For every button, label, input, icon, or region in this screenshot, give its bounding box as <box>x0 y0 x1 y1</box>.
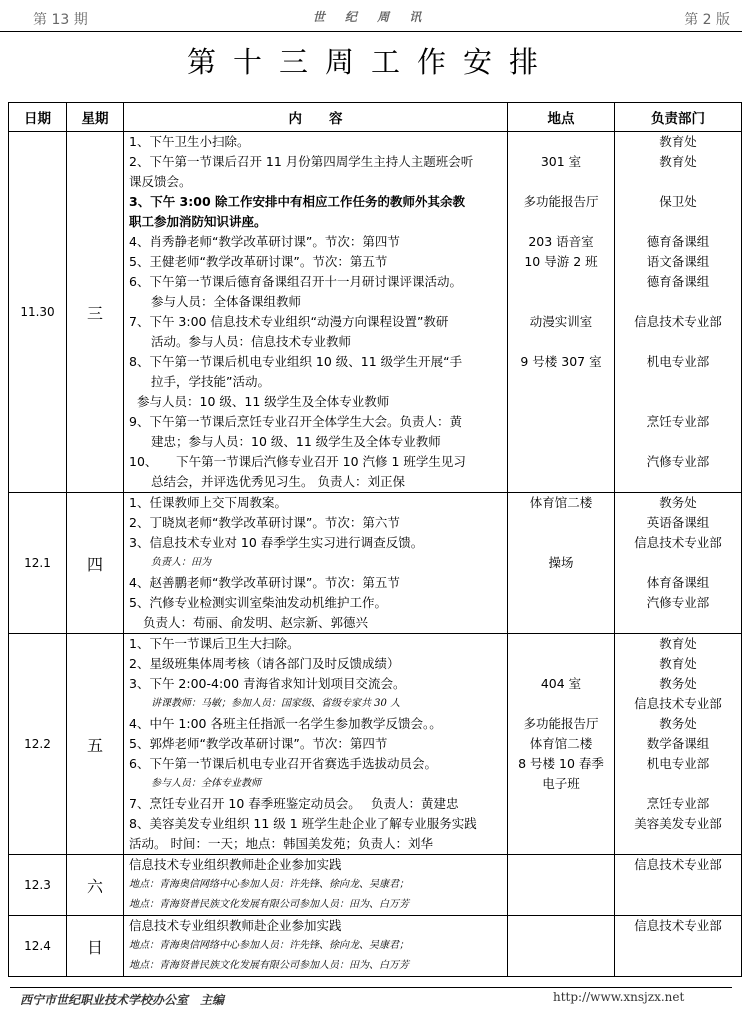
department-line <box>615 774 741 794</box>
location-line: 体育馆二楼 <box>529 736 593 751</box>
department-line: 教务处 <box>659 716 697 731</box>
content-line: 职工参加消防知识讲座。 <box>129 214 267 229</box>
department-line: 信息技术专业部 <box>634 918 722 933</box>
content-line: 5、王健老师“教学改革研讨课”。节次：第五节 <box>129 254 388 269</box>
row-weekday: 日 <box>67 916 124 977</box>
location-line <box>508 855 614 875</box>
department-line <box>615 834 741 854</box>
content-line: 3、信息技术专业对 10 春季学生实习进行调查反馈。 <box>129 535 424 550</box>
location-line: 8 号楼 10 春季 <box>518 756 604 771</box>
department-line <box>615 895 741 915</box>
content-line: 地点：青海贤普民族文化发展有限公司参加人员：田为、白万芳 <box>129 899 409 910</box>
content-line: 7、下午 3:00 信息技术专业组织“动漫方向课程设置”教研 <box>129 314 449 329</box>
location-line <box>508 132 614 152</box>
department-line <box>615 472 741 492</box>
department-line <box>615 553 741 573</box>
department-line: 信息技术专业部 <box>634 314 722 329</box>
department-line <box>615 432 741 452</box>
content-line: 地点：青海贤普民族文化发展有限公司参加人员：田为、白万芳 <box>129 960 409 971</box>
column-header-date: 日期 <box>9 103 67 132</box>
content-line: 4、肖秀静老师“教学改革研讨课”。节次：第四节 <box>129 234 400 249</box>
row-weekday: 五 <box>67 634 124 855</box>
row-content-cell <box>124 916 508 977</box>
location-line <box>508 292 614 312</box>
department-line: 烹饪专业部 <box>646 414 710 429</box>
department-line <box>615 372 741 392</box>
row-location-cell <box>508 634 615 855</box>
content-line: 3、下午 2:00-4:00 青海省求知计划项目交流会。 <box>129 676 406 691</box>
row-weekday: 四 <box>67 493 124 634</box>
department-line: 教务处 <box>659 676 697 691</box>
row-date: 12.3 <box>9 855 67 916</box>
location-line <box>508 332 614 352</box>
department-line: 保卫处 <box>659 194 697 209</box>
location-line <box>508 372 614 392</box>
department-line: 德育备课组 <box>646 274 710 289</box>
location-line: 10 导游 2 班 <box>524 254 598 269</box>
content-line: 负责人：田为 <box>151 557 211 568</box>
location-line <box>508 654 614 674</box>
column-header-department: 负责部门 <box>615 103 742 132</box>
location-line: 203 语音室 <box>528 234 594 249</box>
location-line: 301 室 <box>540 154 582 169</box>
header-rule <box>0 31 742 32</box>
department-line: 汽修专业部 <box>646 595 710 610</box>
table-row <box>9 855 742 916</box>
schedule-table <box>8 102 742 977</box>
location-line: 动漫实训室 <box>529 314 593 329</box>
location-line <box>508 412 614 432</box>
table-row <box>9 493 742 634</box>
footer-url[interactable]: http://www.xnsjzx.net <box>553 990 685 1004</box>
content-line: 活动。 时间：一天；地点：韩国美发苑；负责人：刘华 <box>129 836 433 851</box>
department-line: 教育处 <box>659 636 697 651</box>
location-line <box>508 694 614 714</box>
content-line: 2、丁晓岚老师“教学改革研讨课”。节次：第六节 <box>129 515 400 530</box>
content-line: 地点：青海奥信网络中心参加人员：许先锋、徐向龙、吴康君； <box>129 879 409 890</box>
content-line: 4、中午 1:00 各班主任指派一名学生参加教学反馈会。。 <box>129 716 442 731</box>
content-line: 10、 下午第一节课后汽修专业召开 10 汽修 1 班学生见习 <box>129 454 466 469</box>
row-location-cell <box>508 916 615 977</box>
location-line <box>508 472 614 492</box>
department-line: 烹饪专业部 <box>646 796 710 811</box>
department-line: 机电专业部 <box>646 756 710 771</box>
content-line: 6、下午第一节课后机电专业召开省赛选手选拔动员会。 <box>129 756 437 771</box>
table-row <box>9 132 742 493</box>
location-line <box>508 916 614 936</box>
department-line <box>615 956 741 976</box>
issue-number: 第 13 期 <box>33 12 88 28</box>
content-line: 2、星级班集体周考核（请各部门及时反馈成绩） <box>129 656 400 671</box>
content-line: 5、郭烨老师“教学改革研讨课”。节次：第四节 <box>129 736 388 751</box>
department-line <box>615 613 741 633</box>
column-header-location: 地点 <box>508 103 615 132</box>
location-line: 电子班 <box>542 776 580 791</box>
department-line <box>615 936 741 956</box>
schedule-body <box>9 132 742 977</box>
department-line: 美容美发专业部 <box>634 816 722 831</box>
content-line: 2、下午第一节课后召开 11 月份第四周学生主持人主题班会听 <box>129 154 474 169</box>
content-line: 负责人：苟丽、俞发明、赵宗新、郭德兴 <box>143 615 369 630</box>
location-line <box>508 513 614 533</box>
row-location-cell <box>508 855 615 916</box>
location-line <box>508 272 614 292</box>
row-location-cell <box>508 132 615 493</box>
column-header-content: 内 容 <box>124 103 508 132</box>
content-line: 拉手，学技能”活动。 <box>151 374 270 389</box>
row-date: 11.30 <box>9 132 67 493</box>
location-line: 9 号楼 307 室 <box>520 354 602 369</box>
location-line: 多功能报告厅 <box>523 716 599 731</box>
table-row <box>9 634 742 855</box>
department-line <box>615 332 741 352</box>
content-line: 1、任课教师上交下周教案。 <box>129 495 287 510</box>
location-line <box>508 573 614 593</box>
location-line <box>508 172 614 192</box>
row-department-cell <box>615 493 742 634</box>
row-department-cell <box>615 916 742 977</box>
table-header-row <box>9 103 742 132</box>
footer-editor: 西宁市世纪职业技术学校办公室 主编 <box>20 993 225 1007</box>
content-line: 总结会，并评选优秀见习生。 负责人：刘正保 <box>151 474 405 489</box>
location-line <box>508 814 614 834</box>
department-line: 汽修专业部 <box>646 454 710 469</box>
column-header-day: 星期 <box>67 103 124 132</box>
department-line <box>615 292 741 312</box>
location-line <box>508 936 614 956</box>
content-line: 7、烹饪专业召开 10 春季班鉴定动员会。 负责人：黄建忠 <box>129 796 459 811</box>
department-line: 信息技术专业部 <box>634 535 722 550</box>
row-content-cell <box>124 855 508 916</box>
department-line: 体育备课组 <box>646 575 710 590</box>
row-department-cell <box>615 132 742 493</box>
row-weekday: 三 <box>67 132 124 493</box>
table-row <box>9 916 742 977</box>
department-line: 教育处 <box>659 134 697 149</box>
content-line: 参与人员：10 级、11 级学生及全体专业教师 <box>137 394 390 409</box>
department-line <box>615 172 741 192</box>
page-number: 第 2 版 <box>684 12 730 28</box>
content-line: 1、下午卫生小扫除。 <box>129 134 250 149</box>
row-department-cell <box>615 634 742 855</box>
location-line <box>508 634 614 654</box>
content-line: 建忠；参与人员：10 级、11 级学生及全体专业教师 <box>151 434 441 449</box>
content-line: 信息技术专业组织教师赴企业参加实践 <box>129 918 342 933</box>
content-line: 9、下午第一节课后烹饪专业召开全体学生大会。负责人：黄 <box>129 414 462 429</box>
content-line: 3、下午 3:00 除工作安排中有相应工作任务的教师外其余教 <box>129 194 465 209</box>
location-line <box>508 392 614 412</box>
department-line <box>615 875 741 895</box>
page-header <box>0 0 742 34</box>
department-line <box>615 212 741 232</box>
location-line <box>508 875 614 895</box>
page-title: 第十三周工作安排 <box>186 45 555 79</box>
row-date: 12.1 <box>9 493 67 634</box>
department-line: 教务处 <box>659 495 697 510</box>
row-department-cell <box>615 855 742 916</box>
location-line: 体育馆二楼 <box>529 495 593 510</box>
row-location-cell <box>508 493 615 634</box>
location-line <box>508 593 614 613</box>
location-line <box>508 533 614 553</box>
row-weekday: 六 <box>67 855 124 916</box>
content-line: 4、赵善鹏老师“教学改革研讨课”。节次：第五节 <box>129 575 400 590</box>
department-line: 信息技术专业部 <box>634 696 722 711</box>
location-line <box>508 212 614 232</box>
row-content-cell <box>124 132 508 493</box>
location-line: 多功能报告厅 <box>523 194 599 209</box>
department-line: 英语备课组 <box>646 515 710 530</box>
location-line <box>508 613 614 633</box>
location-line <box>508 452 614 472</box>
location-line: 操场 <box>548 555 574 570</box>
newspaper-name: 世 纪 周 讯 <box>312 10 430 24</box>
content-line: 活动。参与人员：信息技术专业教师 <box>151 334 352 349</box>
content-line: 参与人员：全体专业教师 <box>151 778 261 789</box>
department-line: 教育处 <box>659 154 697 169</box>
location-line <box>508 432 614 452</box>
location-line: 404 室 <box>540 676 582 691</box>
content-line: 课反馈会。 <box>129 174 192 189</box>
department-line: 教育处 <box>659 656 697 671</box>
content-line: 8、美容美发专业组织 11 级 1 班学生赴企业了解专业服务实践 <box>129 816 477 831</box>
content-line: 5、汽修专业检测实训室柴油发动机维护工作。 <box>129 595 387 610</box>
location-line <box>508 895 614 915</box>
content-line: 地点：青海奥信网络中心参加人员：许先锋、徐向龙、吴康君； <box>129 940 409 951</box>
row-date: 12.2 <box>9 634 67 855</box>
content-line: 讲课教师：马敏；参加人员：国家级、省级专家共 30 人 <box>151 698 401 709</box>
content-line: 参与人员：全体备课组教师 <box>151 294 302 309</box>
row-content-cell <box>124 493 508 634</box>
location-line <box>508 956 614 976</box>
department-line <box>615 392 741 412</box>
location-line <box>508 794 614 814</box>
content-line: 1、下午一节课后卫生大扫除。 <box>129 636 300 651</box>
department-line: 德育备课组 <box>646 234 710 249</box>
content-line: 6、下午第一节课后德育备课组召开十一月研讨课评课活动。 <box>129 274 462 289</box>
department-line: 语文备课组 <box>646 254 710 269</box>
row-content-cell <box>124 634 508 855</box>
content-line: 8、下午第一节课后机电专业组织 10 级、11 级学生开展“手 <box>129 354 463 369</box>
department-line: 机电专业部 <box>646 354 710 369</box>
department-line: 信息技术专业部 <box>634 857 722 872</box>
department-line: 数学备课组 <box>646 736 710 751</box>
footer-rule <box>10 987 732 988</box>
content-line: 信息技术专业组织教师赴企业参加实践 <box>129 857 342 872</box>
location-line <box>508 834 614 854</box>
row-date: 12.4 <box>9 916 67 977</box>
